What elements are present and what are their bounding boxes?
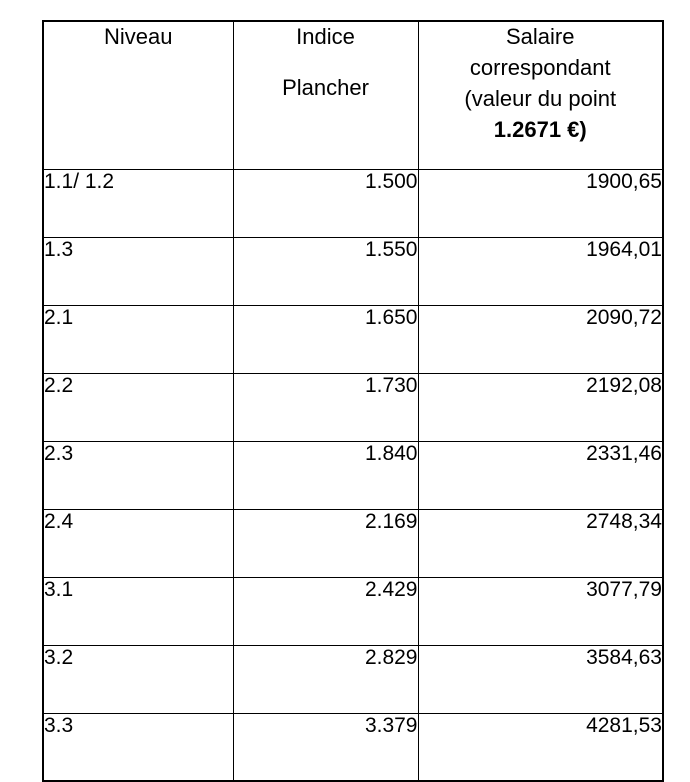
table-row (43, 237, 663, 305)
cell-niveau: 2.2 (43, 373, 233, 441)
column-header-indice-line1: Indice (296, 24, 355, 49)
column-header-salaire-line2: correspondant (469, 55, 611, 81)
cell-indice: 1.650 (233, 305, 418, 373)
table-row (43, 169, 663, 237)
cell-salaire: 2748,34 (418, 509, 663, 577)
column-header-indice-plancher (233, 21, 418, 169)
cell-indice: 3.379 (233, 713, 418, 781)
cell-salaire: 1900,65 (418, 169, 663, 237)
cell-indice: 2.169 (233, 509, 418, 577)
column-header-salaire-lines (419, 22, 663, 144)
cell-niveau: 3.2 (43, 645, 233, 713)
cell-indice: 1.730 (233, 373, 418, 441)
cell-indice: 1.840 (233, 441, 418, 509)
table-row (43, 645, 663, 713)
table-row (43, 713, 663, 781)
table-row (43, 509, 663, 577)
column-header-salaire-line3: (valeur du point (464, 86, 617, 112)
table-header-row (43, 21, 663, 169)
table-row (43, 441, 663, 509)
cell-salaire: 2331,46 (418, 441, 663, 509)
column-header-salaire-line1: Salaire (506, 24, 575, 49)
cell-salaire: 3584,63 (418, 645, 663, 713)
cell-salaire: 3077,79 (418, 577, 663, 645)
cell-niveau: 1.1/ 1.2 (43, 169, 233, 237)
cell-niveau: 3.3 (43, 713, 233, 781)
column-header-niveau-label: Niveau (104, 24, 173, 49)
cell-indice: 2.829 (233, 645, 418, 713)
table-row (43, 305, 663, 373)
cell-indice: 1.550 (233, 237, 418, 305)
table-row (43, 577, 663, 645)
table-row (43, 373, 663, 441)
column-header-indice-line2: Plancher (282, 75, 369, 101)
cell-salaire: 2090,72 (418, 305, 663, 373)
cell-indice: 1.500 (233, 169, 418, 237)
salary-table-container (42, 20, 662, 782)
cell-niveau: 3.1 (43, 577, 233, 645)
cell-salaire: 4281,53 (418, 713, 663, 781)
table-body (43, 169, 663, 781)
salary-table (42, 20, 664, 782)
column-header-salaire-line4: 1.2671 €) (493, 117, 587, 143)
table-header (43, 21, 663, 169)
cell-salaire: 2192,08 (418, 373, 663, 441)
cell-indice: 2.429 (233, 577, 418, 645)
cell-niveau: 2.3 (43, 441, 233, 509)
cell-salaire: 1964,01 (418, 237, 663, 305)
column-header-salaire-correspondant (418, 21, 663, 169)
column-header-niveau (43, 21, 233, 169)
cell-niveau: 1.3 (43, 237, 233, 305)
cell-niveau: 2.4 (43, 509, 233, 577)
cell-niveau: 2.1 (43, 305, 233, 373)
